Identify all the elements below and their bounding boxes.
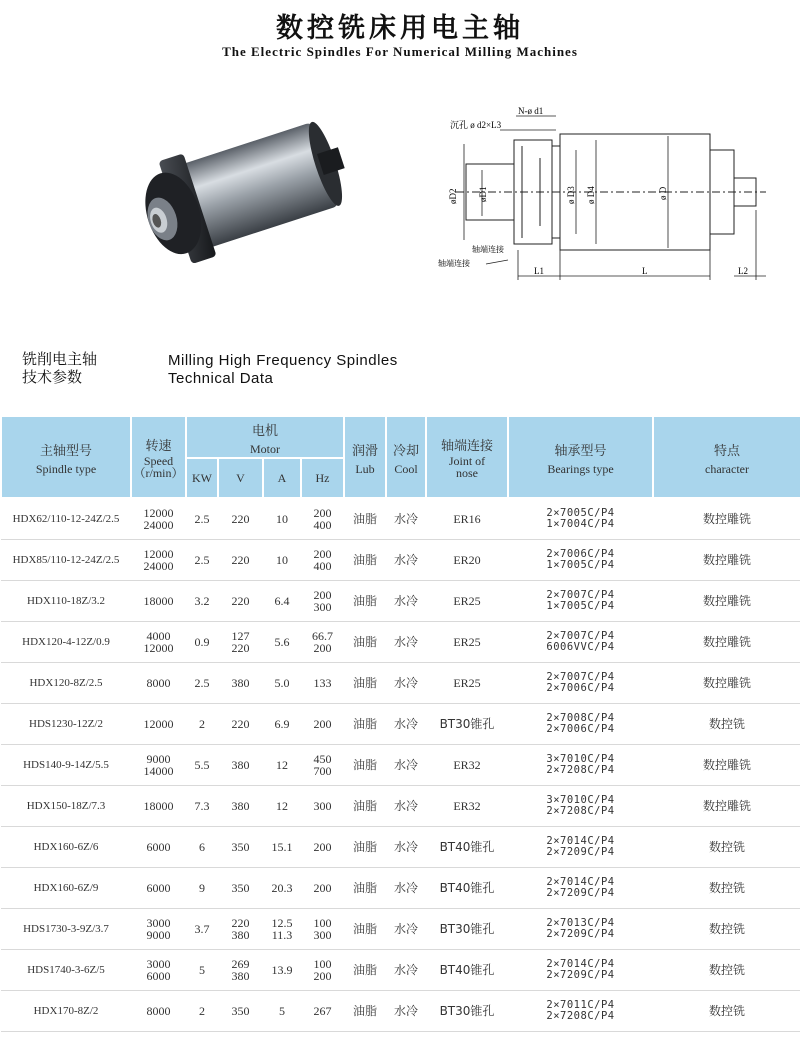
cell-lub: 油脂 (344, 908, 386, 949)
cell-a: 20.3 (263, 867, 301, 908)
cell-kw: 7.3 (186, 785, 218, 826)
cell-nose: BT30锥孔 (426, 990, 508, 1031)
cell-a: 5.6 (263, 621, 301, 662)
label-n-d1: N-ø d1 (518, 106, 544, 116)
cell-char: 数控铣 (653, 703, 800, 744)
cell-nose: ER16 (426, 498, 508, 539)
cell-char: 数控雕铣 (653, 621, 800, 662)
cell-speed: 12000 (131, 703, 186, 744)
section-heading-cn: 铣削电主轴 技术参数 (22, 350, 98, 386)
label-l1: L1 (534, 266, 544, 276)
table-row (1, 785, 800, 826)
cell-bearing: 2×7006C/P4 1×7005C/P4 (508, 539, 653, 580)
cell-char: 数控雕铣 (653, 662, 800, 703)
spec-table (0, 415, 800, 1032)
cell-char: 数控雕铣 (653, 498, 800, 539)
col-speed: 转速 Speed （r/min） (131, 416, 186, 498)
cell-speed: 12000 24000 (131, 539, 186, 580)
cell-lub: 油脂 (344, 621, 386, 662)
cell-v: 220 (218, 580, 263, 621)
cell-cool: 水冷 (386, 744, 426, 785)
cell-cool: 水冷 (386, 621, 426, 662)
cell-a: 12.5 11.3 (263, 908, 301, 949)
cell-hz: 66.7 200 (301, 621, 344, 662)
cell-speed: 6000 (131, 867, 186, 908)
cell-model: HDS1230-12Z/2 (1, 703, 131, 744)
cell-nose: BT40锥孔 (426, 949, 508, 990)
cell-model: HDX160-6Z/9 (1, 867, 131, 908)
cell-v: 269 380 (218, 949, 263, 990)
cell-a: 10 (263, 498, 301, 539)
cell-speed: 3000 6000 (131, 949, 186, 990)
cell-lub: 油脂 (344, 703, 386, 744)
cell-cool: 水冷 (386, 785, 426, 826)
table-row (1, 662, 800, 703)
label-shaft-connect-1: 轴端连接 (472, 245, 504, 254)
cell-nose: BT30锥孔 (426, 908, 508, 949)
cell-v: 220 380 (218, 908, 263, 949)
cell-v: 380 (218, 785, 263, 826)
col-motor: 电机 Motor (186, 416, 344, 458)
cell-lub: 油脂 (344, 826, 386, 867)
cell-bearing: 2×7007C/P4 2×7006C/P4 (508, 662, 653, 703)
cell-model: HDS1730-3-9Z/3.7 (1, 908, 131, 949)
cell-cool: 水冷 (386, 703, 426, 744)
cell-bearing: 2×7007C/P4 1×7005C/P4 (508, 580, 653, 621)
cell-kw: 2 (186, 990, 218, 1031)
cell-bearing: 2×7014C/P4 2×7209C/P4 (508, 867, 653, 908)
cell-model: HDX150-18Z/7.3 (1, 785, 131, 826)
page-title: 数控铣床用电主轴 (276, 13, 524, 44)
cell-nose: ER32 (426, 785, 508, 826)
cell-speed: 12000 24000 (131, 498, 186, 539)
cell-a: 13.9 (263, 949, 301, 990)
cell-nose: BT40锥孔 (426, 867, 508, 908)
cell-speed: 8000 (131, 990, 186, 1031)
label-shaft-connect-2: 轴端连接 (438, 259, 470, 268)
cell-char: 数控铣 (653, 949, 800, 990)
cell-hz: 100 200 (301, 949, 344, 990)
cell-lub: 油脂 (344, 498, 386, 539)
cell-hz: 200 300 (301, 580, 344, 621)
label-d: ø D (658, 186, 668, 200)
cell-kw: 2.5 (186, 498, 218, 539)
table-row (1, 867, 800, 908)
cell-kw: 5 (186, 949, 218, 990)
cell-speed: 4000 12000 (131, 621, 186, 662)
cell-char: 数控雕铣 (653, 580, 800, 621)
cell-model: HDS140-9-14Z/5.5 (1, 744, 131, 785)
table-row (1, 990, 800, 1031)
cell-char: 数控铣 (653, 990, 800, 1031)
cell-a: 5 (263, 990, 301, 1031)
col-nose: 轴端连接 Joint of nose (426, 416, 508, 498)
cell-bearing: 3×7010C/P4 2×7208C/P4 (508, 785, 653, 826)
cell-cool: 水冷 (386, 826, 426, 867)
cell-kw: 2.5 (186, 662, 218, 703)
cell-a: 5.0 (263, 662, 301, 703)
col-kw: KW (186, 458, 218, 498)
cell-model: HDX120-8Z/2.5 (1, 662, 131, 703)
cell-model: HDX120-4-12Z/0.9 (1, 621, 131, 662)
col-lub: 润滑 Lub (344, 416, 386, 498)
cell-nose: ER25 (426, 662, 508, 703)
cell-kw: 9 (186, 867, 218, 908)
cell-model: HDX85/110-12-24Z/2.5 (1, 539, 131, 580)
cell-nose: BT30锥孔 (426, 703, 508, 744)
cell-v: 380 (218, 744, 263, 785)
cell-hz: 200 400 (301, 539, 344, 580)
cell-v: 127 220 (218, 621, 263, 662)
cell-a: 12 (263, 785, 301, 826)
cell-kw: 2.5 (186, 539, 218, 580)
cell-lub: 油脂 (344, 867, 386, 908)
cell-bearing: 2×7014C/P4 2×7209C/P4 (508, 826, 653, 867)
cell-speed: 18000 (131, 580, 186, 621)
cell-bearing: 2×7008C/P4 2×7006C/P4 (508, 703, 653, 744)
cell-lub: 油脂 (344, 990, 386, 1031)
cell-hz: 450 700 (301, 744, 344, 785)
cell-a: 10 (263, 539, 301, 580)
cell-speed: 6000 (131, 826, 186, 867)
table-row (1, 908, 800, 949)
cell-hz: 200 400 (301, 498, 344, 539)
table-row (1, 539, 800, 580)
cell-hz: 100 300 (301, 908, 344, 949)
spindle-photo (118, 96, 358, 276)
cell-cool: 水冷 (386, 539, 426, 580)
cell-kw: 3.2 (186, 580, 218, 621)
cell-speed: 18000 (131, 785, 186, 826)
cell-bearing: 3×7010C/P4 2×7208C/P4 (508, 744, 653, 785)
cell-lub: 油脂 (344, 539, 386, 580)
cell-model: HDX110-18Z/3.2 (1, 580, 131, 621)
cell-model: HDS1740-3-6Z/5 (1, 949, 131, 990)
cell-a: 12 (263, 744, 301, 785)
cell-cool: 水冷 (386, 498, 426, 539)
cell-bearing: 2×7007C/P4 6006VVC/P4 (508, 621, 653, 662)
table-row (1, 744, 800, 785)
cell-hz: 133 (301, 662, 344, 703)
spindle-drawing (436, 100, 800, 290)
cell-cool: 水冷 (386, 990, 426, 1031)
cell-char: 数控铣 (653, 908, 800, 949)
label-d1: øD1 (478, 186, 488, 202)
col-bearings: 轴承型号 Bearings type (508, 416, 653, 498)
cell-cool: 水冷 (386, 908, 426, 949)
col-v: V (218, 458, 263, 498)
cell-v: 220 (218, 539, 263, 580)
cell-hz: 300 (301, 785, 344, 826)
cell-lub: 油脂 (344, 744, 386, 785)
cell-nose: ER20 (426, 539, 508, 580)
cell-cool: 水冷 (386, 867, 426, 908)
cell-v: 220 (218, 703, 263, 744)
table-row (1, 580, 800, 621)
cell-hz: 200 (301, 826, 344, 867)
cell-char: 数控雕铣 (653, 539, 800, 580)
label-d4: ø D4 (586, 186, 596, 204)
cell-hz: 267 (301, 990, 344, 1031)
col-cool: 冷却 Cool (386, 416, 426, 498)
cell-hz: 200 (301, 703, 344, 744)
cell-kw: 5.5 (186, 744, 218, 785)
table-row (1, 703, 800, 744)
cell-char: 数控雕铣 (653, 785, 800, 826)
label-counterbore: 沉孔 ø d2×L3 (450, 120, 502, 130)
cell-lub: 油脂 (344, 662, 386, 703)
page-subtitle: The Electric Spindles For Numerical Milling Machines (222, 44, 578, 59)
cell-speed: 3000 9000 (131, 908, 186, 949)
section-heading-en: Milling High Frequency Spindles Technical Data (168, 352, 398, 387)
cell-char: 数控雕铣 (653, 744, 800, 785)
cell-bearing: 2×7014C/P4 2×7209C/P4 (508, 949, 653, 990)
cell-nose: ER25 (426, 621, 508, 662)
table-row (1, 621, 800, 662)
cell-v: 350 (218, 826, 263, 867)
label-d2: øD2 (448, 188, 458, 204)
cell-lub: 油脂 (344, 785, 386, 826)
cell-a: 6.4 (263, 580, 301, 621)
col-spindle-type: 主轴型号 Spindle type (1, 416, 131, 498)
col-a: A (263, 458, 301, 498)
cell-speed: 9000 14000 (131, 744, 186, 785)
cell-a: 6.9 (263, 703, 301, 744)
cell-kw: 3.7 (186, 908, 218, 949)
cell-bearing: 2×7005C/P4 1×7004C/P4 (508, 498, 653, 539)
cell-model: HDX170-8Z/2 (1, 990, 131, 1031)
cell-v: 220 (218, 498, 263, 539)
cell-a: 15.1 (263, 826, 301, 867)
table-row (1, 949, 800, 990)
table-row (1, 498, 800, 539)
cell-v: 380 (218, 662, 263, 703)
label-d3: ø D3 (566, 186, 576, 204)
cell-lub: 油脂 (344, 580, 386, 621)
cell-model: HDX62/110-12-24Z/2.5 (1, 498, 131, 539)
cell-cool: 水冷 (386, 580, 426, 621)
cell-nose: BT40锥孔 (426, 826, 508, 867)
cell-speed: 8000 (131, 662, 186, 703)
col-hz: Hz (301, 458, 344, 498)
cell-kw: 0.9 (186, 621, 218, 662)
cell-lub: 油脂 (344, 949, 386, 990)
table-row (1, 826, 800, 867)
cell-nose: ER32 (426, 744, 508, 785)
cell-char: 数控铣 (653, 826, 800, 867)
cell-v: 350 (218, 990, 263, 1031)
cell-bearing: 2×7011C/P4 2×7208C/P4 (508, 990, 653, 1031)
cell-bearing: 2×7013C/P4 2×7209C/P4 (508, 908, 653, 949)
cell-char: 数控铣 (653, 867, 800, 908)
cell-v: 350 (218, 867, 263, 908)
cell-model: HDX160-6Z/6 (1, 826, 131, 867)
cell-cool: 水冷 (386, 949, 426, 990)
cell-hz: 200 (301, 867, 344, 908)
cell-kw: 2 (186, 703, 218, 744)
label-l2: L2 (738, 266, 748, 276)
label-l: L (642, 266, 648, 276)
col-character: 特点 character (653, 416, 800, 498)
cell-cool: 水冷 (386, 662, 426, 703)
cell-kw: 6 (186, 826, 218, 867)
cell-nose: ER25 (426, 580, 508, 621)
